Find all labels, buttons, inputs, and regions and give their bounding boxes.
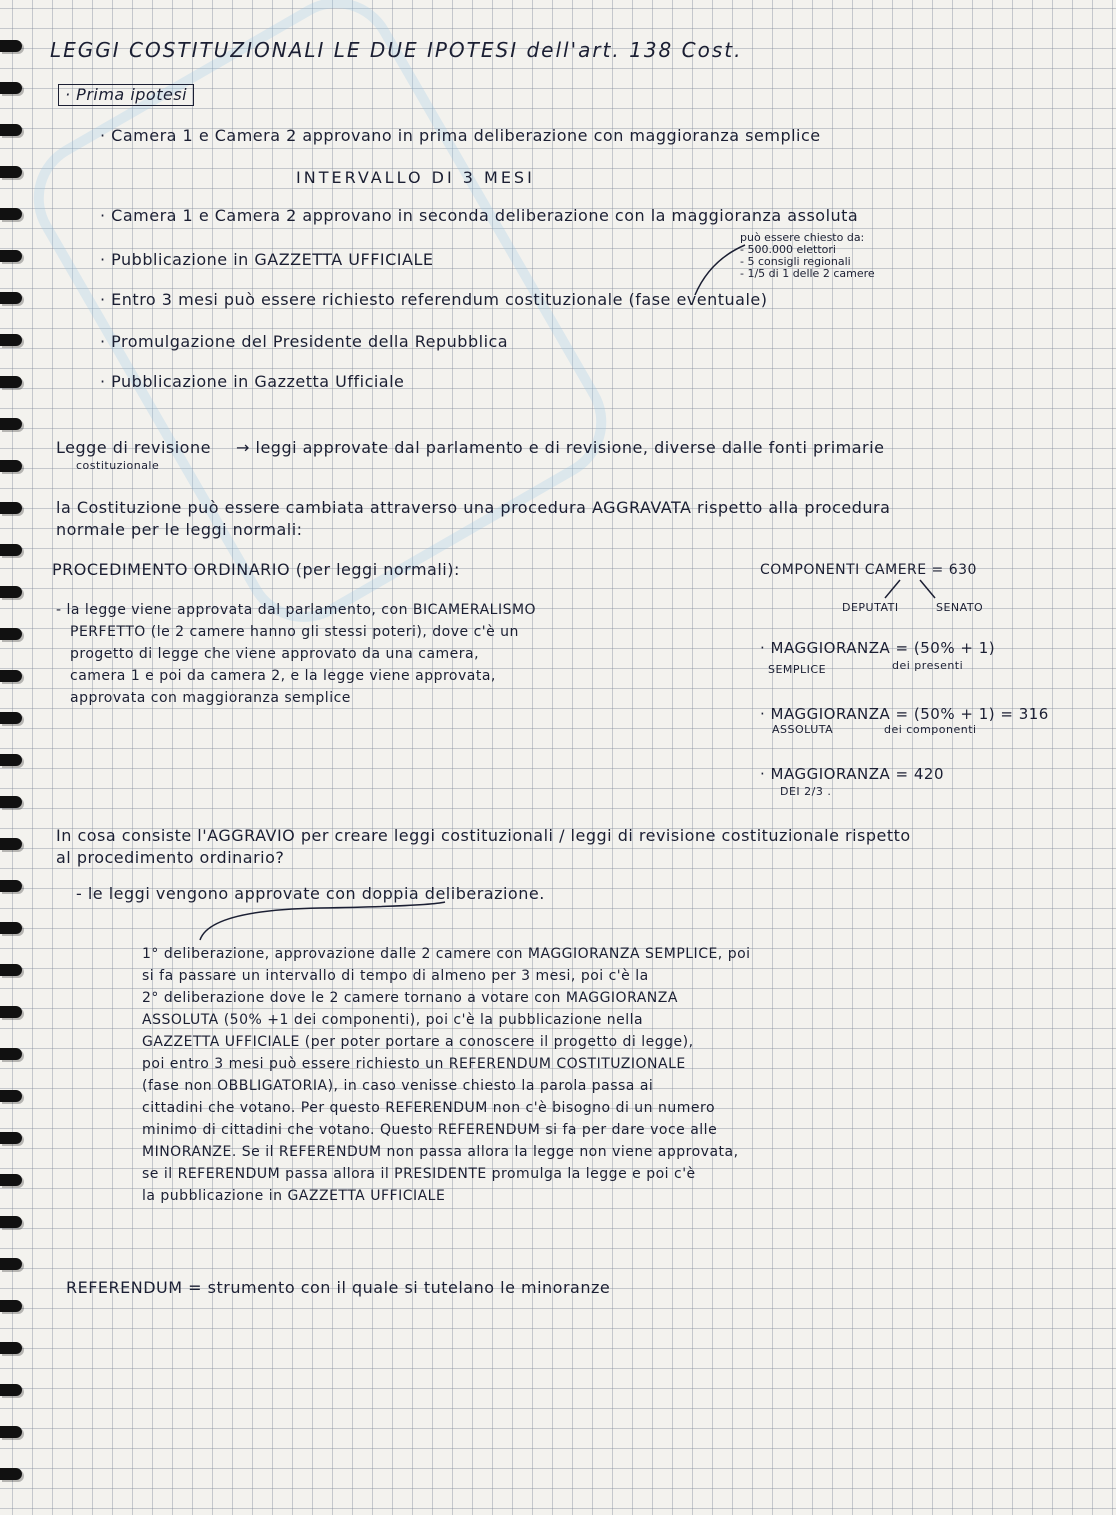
note-line: - 500.000 elettori [740, 243, 836, 256]
maggioranza-due-terzi-label: DEI 2/3 . [780, 785, 832, 798]
prima-step: · Camera 1 e Camera 2 approvano in prima deliberazione con maggioranza semplice [100, 126, 821, 145]
maggioranza-assoluta-note: dei componenti [884, 723, 977, 736]
aggravio-answer: - le leggi vengono approvate con doppia deliberazione. [76, 884, 545, 903]
binding-ring [0, 334, 22, 346]
binding-ring [0, 292, 22, 304]
note-line: - 1/5 di 1 delle 2 camere [740, 267, 875, 280]
paragraph-line: minimo di cittadini che votano. Questo REFERENDUM si fa per dare voce alle [142, 1122, 718, 1138]
prima-step: · Pubblicazione in GAZZETTA UFFICIALE [100, 250, 434, 269]
binding-ring [0, 1132, 22, 1144]
paragraph-line: GAZZETTA UFFICIALE (per poter portare a conoscere il progetto di legge), [142, 1034, 694, 1050]
binding-ring [0, 712, 22, 724]
binding-ring [0, 796, 22, 808]
ordinario-heading: PROCEDIMENTO ORDINARIO (per leggi normali): [52, 560, 460, 579]
prima-step: · Promulgazione del Presidente della Repubblica [100, 332, 509, 351]
binding-ring [0, 1426, 22, 1438]
note-line: può essere chiesto da: [740, 231, 865, 244]
referendum-definition: REFERENDUM = strumento con il quale si tutelano le minoranze [66, 1278, 611, 1297]
maggioranza-semplice-note: dei presenti [892, 659, 964, 672]
ordinario-line: approvata con maggioranza semplice [70, 690, 351, 706]
binding-ring [0, 628, 22, 640]
binding-ring [0, 1468, 22, 1480]
costituzione-line: la Costituzione può essere cambiata attraverso una procedura AGGRAVATA rispetto alla procedura [56, 498, 891, 517]
paragraph-line: (fase non OBBLIGATORIA), in caso venisse chiesto la parola passa ai [142, 1078, 654, 1094]
binding-ring [0, 838, 22, 850]
prima-step: · Camera 1 e Camera 2 approvano in seconda deliberazione con la maggioranza assoluta [100, 206, 859, 225]
revisione-term: Legge di revisione [56, 438, 211, 457]
paragraph-line: 1° deliberazione, approvazione dalle 2 camere con MAGGIORANZA SEMPLICE, poi [142, 946, 751, 962]
componenti-camere: COMPONENTI CAMERE = 630 [760, 562, 977, 578]
referendum-note [740, 232, 875, 280]
aggravio-question-2: al procedimento ordinario? [56, 848, 285, 867]
binding-ring [0, 880, 22, 892]
binding-ring [0, 376, 22, 388]
page-title: LEGGI COSTITUZIONALI LE DUE IPOTESI dell'art. 138 Cost. [50, 38, 743, 62]
binding-ring [0, 922, 22, 934]
paragraph-line: si fa passare un intervallo di tempo di almeno per 3 mesi, poi c'è la [142, 968, 649, 984]
binding-ring [0, 166, 22, 178]
paragraph-line: ASSOLUTA (50% +1 dei componenti), poi c'è la pubblicazione nella [142, 1012, 644, 1028]
prima-step: · Entro 3 mesi può essere richiesto referendum costituzionale (fase eventuale) [100, 290, 768, 309]
costituzione-line: normale per le leggi normali: [56, 520, 303, 539]
maggioranza-semplice-label: SEMPLICE [768, 663, 827, 676]
maggioranza-due-terzi: · MAGGIORANZA = 420 [760, 765, 945, 783]
ordinario-line: camera 1 e poi da camera 2, e la legge viene approvata, [70, 668, 496, 684]
bracket-curve-icon [190, 900, 450, 944]
prima-interval: INTERVALLO DI 3 MESI [296, 168, 535, 187]
paragraph-line: poi entro 3 mesi può essere richiesto un REFERENDUM COSTITUZIONALE [142, 1056, 686, 1072]
binding-ring [0, 1384, 22, 1396]
binding-ring [0, 250, 22, 262]
revisione-definition: → leggi approvate dal parlamento e di revisione, diverse dalle fonti primarie [236, 438, 885, 457]
binding-ring [0, 124, 22, 136]
binding-ring [0, 1048, 22, 1060]
branch-lines-icon [870, 578, 950, 600]
binding-ring [0, 1090, 22, 1102]
deputati-label: DEPUTATI [842, 601, 899, 614]
binding-ring [0, 670, 22, 682]
binding-ring [0, 1174, 22, 1186]
paragraph-line: cittadini che votano. Per questo REFERENDUM non c'è bisogno di un numero [142, 1100, 716, 1116]
ordinario-line: PERFETTO (le 2 camere hanno gli stessi poteri), dove c'è un [70, 624, 519, 640]
binding-ring [0, 82, 22, 94]
binding-ring [0, 586, 22, 598]
prima-step: · Pubblicazione in Gazzetta Ufficiale [100, 372, 405, 391]
binding-ring [0, 964, 22, 976]
binding-ring [0, 1216, 22, 1228]
binding-ring [0, 1342, 22, 1354]
paragraph-line: se il REFERENDUM passa allora il PRESIDENTE promulga la legge e poi c'è [142, 1166, 696, 1182]
binding-ring [0, 1300, 22, 1312]
binding-ring [0, 40, 22, 52]
binding-ring [0, 754, 22, 766]
maggioranza-assoluta-label: ASSOLUTA [772, 723, 834, 736]
binding-ring [0, 502, 22, 514]
note-line: - 5 consigli regionali [740, 255, 851, 268]
senato-label: SENATO [936, 601, 984, 614]
binding-ring [0, 1258, 22, 1270]
binding-ring [0, 418, 22, 430]
paragraph-line: MINORANZE. Se il REFERENDUM non passa allora la legge non viene approvata, [142, 1144, 739, 1160]
section-heading-prima-ipotesi: · Prima ipotesi [58, 84, 194, 106]
paragraph-line: la pubblicazione in GAZZETTA UFFICIALE [142, 1188, 446, 1204]
binding-ring [0, 1006, 22, 1018]
maggioranza-semplice: · MAGGIORANZA = (50% + 1) [760, 639, 996, 657]
revisione-term-2: costituzionale [76, 459, 160, 472]
spiral-binding [0, 0, 22, 1515]
paragraph-line: 2° deliberazione dove le 2 camere tornano a votare con MAGGIORANZA [142, 990, 678, 1006]
note-arrow-icon [690, 240, 750, 300]
ordinario-line: progetto di legge che viene approvato da una camera, [70, 646, 480, 662]
aggravio-question: In cosa consiste l'AGGRAVIO per creare leggi costituzionali / leggi di revisione costituzionale rispetto [56, 826, 911, 845]
binding-ring [0, 208, 22, 220]
binding-ring [0, 460, 22, 472]
maggioranza-assoluta: · MAGGIORANZA = (50% + 1) = 316 [760, 705, 1049, 723]
binding-ring [0, 544, 22, 556]
ordinario-line: - la legge viene approvata dal parlamento, con BICAMERALISMO [56, 602, 537, 618]
